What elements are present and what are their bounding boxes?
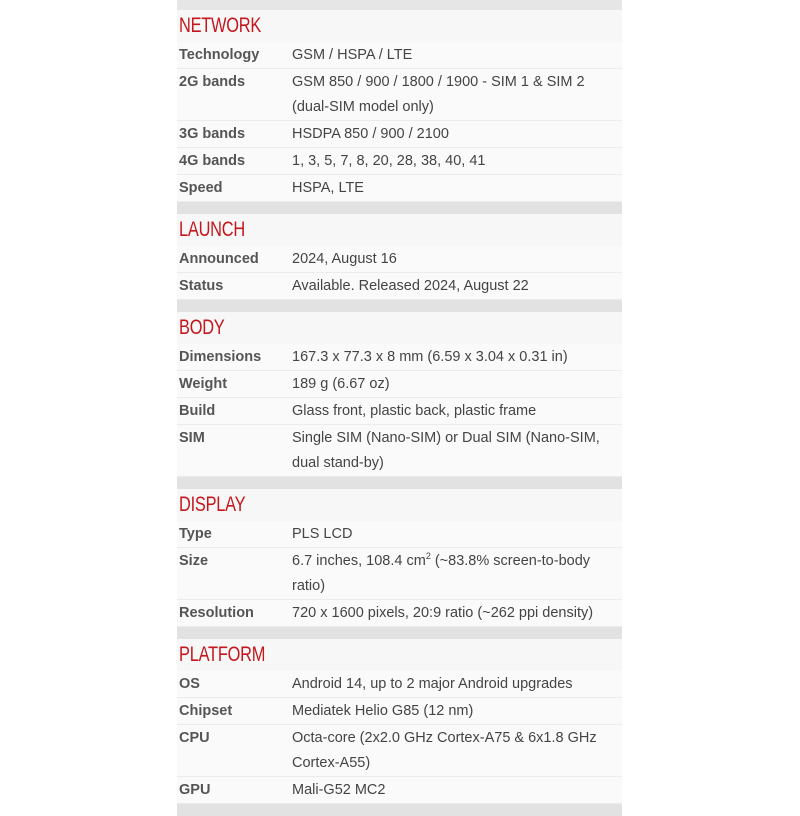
section-title: DISPLAY	[179, 493, 246, 516]
spec-row-size	[177, 548, 622, 600]
specs-table	[177, 0, 622, 816]
section-spacer	[177, 0, 622, 10]
spec-label[interactable]: CPU	[179, 730, 210, 746]
spec-label[interactable]: Weight	[179, 376, 228, 392]
section-spacer	[177, 202, 622, 214]
spec-value-text: Single SIM (Nano-SIM) or Dual SIM (Nano-SIM, dual stand-by)	[292, 430, 600, 471]
spec-label[interactable]: Resolution	[179, 605, 254, 621]
spec-row-speed	[177, 175, 622, 202]
spec-label[interactable]: Type	[179, 526, 212, 542]
section-title: LAUNCH	[179, 218, 245, 241]
spec-value-text-after: (~83.8% screen-to-body ratio)	[292, 553, 591, 594]
spec-label[interactable]: 3G bands	[179, 126, 246, 142]
spec-label[interactable]: Status	[179, 278, 224, 294]
spec-value	[292, 149, 622, 174]
spec-value	[292, 122, 622, 147]
spec-row-4g-bands	[177, 148, 622, 175]
section-title: NETWORK	[179, 14, 262, 37]
section-spacer	[177, 477, 622, 489]
spec-value-text: Mediatek Helio G85 (12 nm)	[292, 703, 474, 719]
spec-row-announced	[177, 246, 622, 273]
spec-value-text: 189 g (6.67 oz)	[292, 376, 390, 392]
spec-label[interactable]: Build	[179, 403, 216, 419]
spec-label[interactable]: Technology	[179, 47, 260, 63]
spec-value-text: HSPA, LTE	[292, 180, 364, 196]
spec-value-text: 6.7 inches, 108.4 cm	[292, 553, 426, 569]
spec-value	[292, 426, 622, 476]
spec-value	[292, 345, 622, 370]
spec-value	[292, 522, 622, 547]
spec-row-type	[177, 521, 622, 548]
spec-value	[292, 778, 622, 803]
spec-row-os	[177, 671, 622, 698]
spec-value-text: Available. Released 2024, August 22	[292, 278, 529, 294]
spec-value	[292, 726, 622, 776]
spec-row-technology	[177, 42, 622, 69]
section-spacer	[177, 300, 622, 312]
spec-label[interactable]: Dimensions	[179, 349, 262, 365]
spec-value	[292, 672, 622, 697]
spec-value-text: PLS LCD	[292, 526, 353, 542]
spec-value-text: 1, 3, 5, 7, 8, 20, 28, 38, 40, 41	[292, 153, 486, 169]
spec-label[interactable]: Size	[179, 553, 209, 569]
spec-value	[292, 247, 622, 272]
spec-value	[292, 549, 622, 599]
spec-row-chipset	[177, 698, 622, 725]
section-spacer	[177, 804, 622, 816]
section-header-network	[177, 10, 622, 42]
section-header-platform	[177, 639, 622, 671]
spec-label[interactable]: 2G bands	[179, 74, 246, 90]
spec-row-3g-bands	[177, 121, 622, 148]
spec-value	[292, 601, 622, 626]
spec-row-resolution	[177, 600, 622, 627]
spec-label[interactable]: OS	[179, 676, 200, 692]
spec-value-text: Android 14, up to 2 major Android upgrades	[292, 676, 573, 692]
spec-value	[292, 372, 622, 397]
spec-label[interactable]: SIM	[179, 430, 205, 446]
spec-row-status	[177, 273, 622, 300]
spec-value	[292, 399, 622, 424]
spec-label[interactable]: GPU	[179, 782, 211, 798]
spec-label[interactable]: 4G bands	[179, 153, 246, 169]
spec-value	[292, 176, 622, 201]
spec-value-text: GSM / HSPA / LTE	[292, 47, 413, 63]
spec-value	[292, 43, 622, 68]
spec-row-2g-bands	[177, 69, 622, 121]
spec-value	[292, 699, 622, 724]
spec-value-text: Glass front, plastic back, plastic frame	[292, 403, 537, 419]
spec-row-weight	[177, 371, 622, 398]
spec-value	[292, 274, 622, 299]
spec-label[interactable]: Chipset	[179, 703, 233, 719]
spec-row-dimensions	[177, 344, 622, 371]
spec-value-text: Octa-core (2x2.0 GHz Cortex-A75 & 6x1.8 GHz Cortex-A55)	[292, 730, 597, 771]
section-title: PLATFORM	[179, 643, 266, 666]
spec-value-text: 2024, August 16	[292, 251, 397, 267]
spec-row-sim	[177, 425, 622, 477]
section-title: BODY	[179, 316, 225, 339]
spec-value-text: GSM 850 / 900 / 1800 / 1900 - SIM 1 & SIM 2 (dual-SIM model only)	[292, 74, 585, 115]
spec-row-build	[177, 398, 622, 425]
section-header-display	[177, 489, 622, 521]
spec-value-text: Mali-G52 MC2	[292, 782, 386, 798]
superscript: 2	[425, 551, 431, 562]
section-header-body	[177, 312, 622, 344]
spec-row-cpu	[177, 725, 622, 777]
section-spacer	[177, 627, 622, 639]
spec-value-text: 720 x 1600 pixels, 20:9 ratio (~262 ppi density)	[292, 605, 594, 621]
spec-value-text: HSDPA 850 / 900 / 2100	[292, 126, 449, 142]
spec-label[interactable]: Announced	[179, 251, 259, 267]
section-header-launch	[177, 214, 622, 246]
spec-value	[292, 70, 622, 120]
spec-value-text: 167.3 x 77.3 x 8 mm (6.59 x 3.04 x 0.31 in)	[292, 349, 568, 365]
spec-label[interactable]: Speed	[179, 180, 223, 196]
